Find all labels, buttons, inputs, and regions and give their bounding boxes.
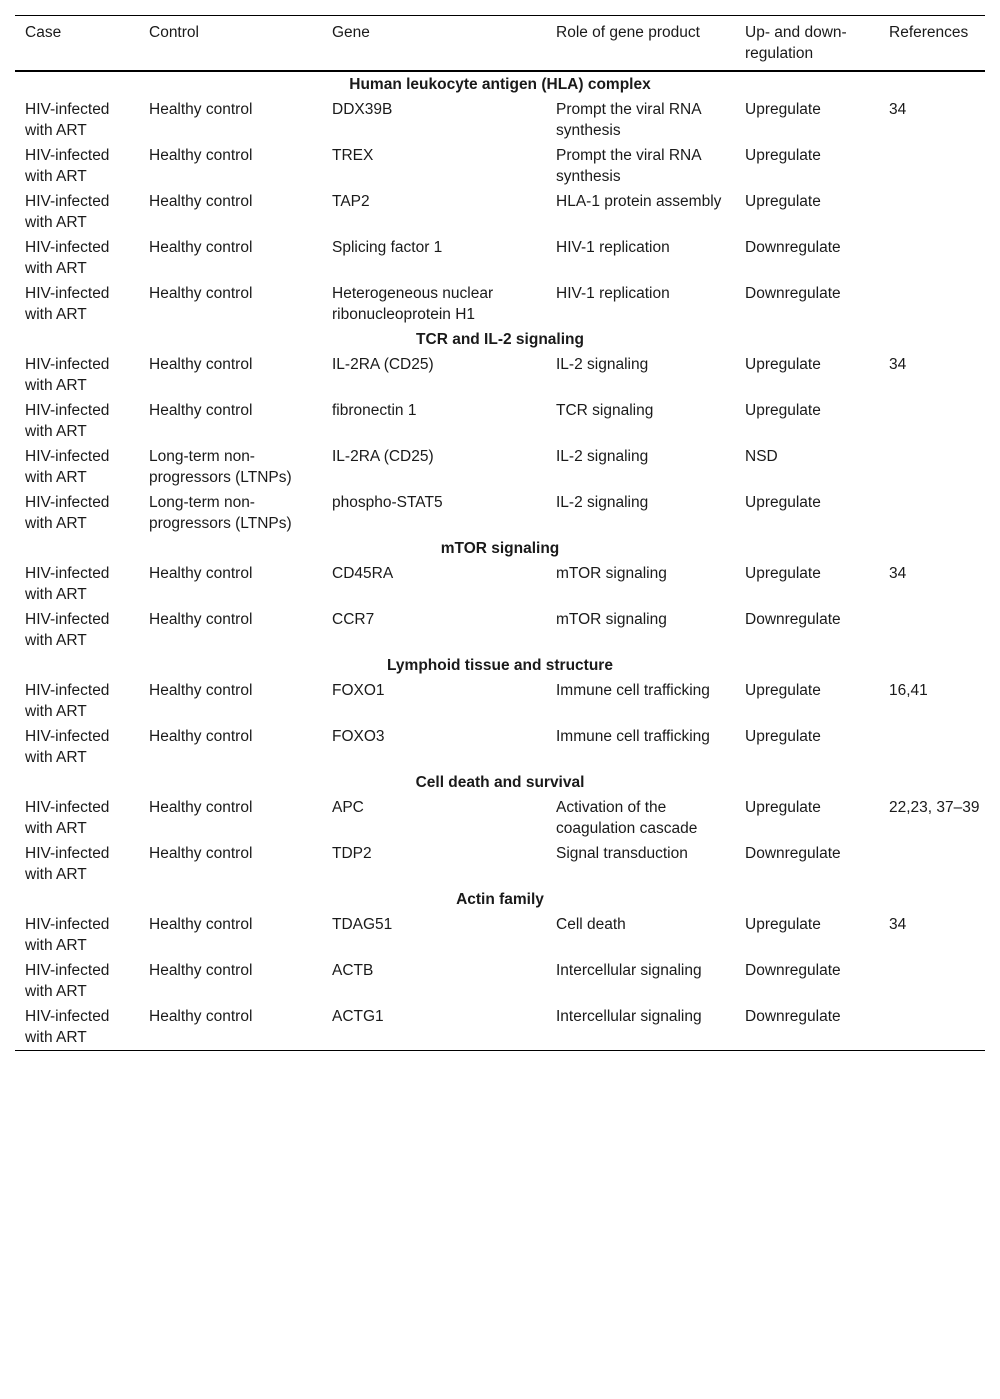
table-row <box>15 235 985 281</box>
cell-regulation: Upregulate <box>745 565 821 582</box>
cell-regulation: Upregulate <box>745 728 821 745</box>
cell-regulation: Downregulate <box>745 962 841 979</box>
cell-case: HIV-infected with ART <box>25 962 110 1000</box>
section-row <box>15 71 985 97</box>
cell-references: 34 <box>889 356 907 373</box>
table-row <box>15 841 985 887</box>
cell-control: Healthy control <box>149 356 253 373</box>
cell-regulation: Downregulate <box>745 285 841 302</box>
cell-regulation: Downregulate <box>745 611 841 628</box>
cell-case: HIV-infected with ART <box>25 916 110 954</box>
cell-regulation: Downregulate <box>745 845 841 862</box>
cell-references <box>879 398 985 444</box>
table-row <box>15 724 985 770</box>
cell-regulation: Upregulate <box>745 147 821 164</box>
cell-case: HIV-infected with ART <box>25 193 110 231</box>
cell-control: Healthy control <box>149 845 253 862</box>
table-row <box>15 607 985 653</box>
cell-references <box>879 444 985 490</box>
cell-regulation: NSD <box>745 448 778 465</box>
cell-gene: FOXO3 <box>332 728 385 745</box>
section-row <box>15 653 985 678</box>
cell-references: 22,23, 37–39 <box>889 799 980 816</box>
cell-regulation: Upregulate <box>745 402 821 419</box>
cell-case: HIV-infected with ART <box>25 239 110 277</box>
cell-role: mTOR signaling <box>556 611 667 628</box>
cell-control: Healthy control <box>149 916 253 933</box>
cell-regulation: Upregulate <box>745 682 821 699</box>
cell-role: Immune cell trafficking <box>556 728 710 745</box>
cell-role: Activation of the coagulation cascade <box>556 799 698 837</box>
cell-gene: CCR7 <box>332 611 375 628</box>
header-case: Case <box>15 16 139 72</box>
cell-regulation: Upregulate <box>745 916 821 933</box>
cell-gene: fibronectin 1 <box>332 402 417 419</box>
cell-gene: ACTG1 <box>322 1004 546 1051</box>
cell-references <box>879 1004 985 1051</box>
cell-case: HIV-infected with ART <box>25 611 110 649</box>
table-row <box>15 795 985 841</box>
cell-role: Immune cell trafficking <box>556 682 710 699</box>
section-title: Actin family <box>456 891 544 908</box>
cell-role: Intercellular signaling <box>556 962 702 979</box>
section-title: Cell death and survival <box>415 774 585 791</box>
cell-gene: FOXO1 <box>332 682 385 699</box>
cell-control: Long-term non-progressors (LTNPs) <box>149 494 292 532</box>
table-row <box>15 143 985 189</box>
section-row <box>15 327 985 352</box>
cell-gene: IL-2RA (CD25) <box>332 448 434 465</box>
cell-control: Healthy control <box>149 101 253 118</box>
cell-role: IL-2 signaling <box>556 494 649 511</box>
cell-control: Healthy control <box>149 728 253 745</box>
cell-role: Cell death <box>556 916 626 933</box>
gene-table-container <box>15 15 985 1051</box>
cell-case: HIV-infected with ART <box>25 845 110 883</box>
cell-references: 34 <box>889 916 907 933</box>
cell-control: Healthy control <box>149 193 253 210</box>
section-title: TCR and IL-2 signaling <box>416 331 584 348</box>
cell-gene: TDP2 <box>332 845 372 862</box>
cell-control: Healthy control <box>149 565 253 582</box>
cell-gene: TAP2 <box>332 193 370 210</box>
cell-control: Healthy control <box>149 285 253 302</box>
cell-role: IL-2 signaling <box>556 356 649 373</box>
table-row <box>15 281 985 327</box>
cell-role: Intercellular signaling <box>546 1004 735 1051</box>
table-row <box>15 352 985 398</box>
cell-role: HIV-1 replication <box>556 239 670 256</box>
header-row <box>15 16 985 72</box>
cell-regulation: Upregulate <box>745 799 821 816</box>
cell-control: Healthy control <box>149 239 253 256</box>
cell-regulation: Upregulate <box>745 101 821 118</box>
cell-control: Healthy control <box>149 402 253 419</box>
cell-role: TCR signaling <box>556 402 654 419</box>
cell-case: HIV-infected with ART <box>25 728 110 766</box>
cell-control: Healthy control <box>149 682 253 699</box>
cell-control: Healthy control <box>149 147 253 164</box>
section-title: mTOR signaling <box>440 540 560 557</box>
cell-references <box>879 607 985 653</box>
cell-regulation: Downregulate <box>745 239 841 256</box>
cell-gene: IL-2RA (CD25) <box>332 356 434 373</box>
cell-control: Healthy control <box>139 1004 322 1051</box>
table-row <box>15 678 985 724</box>
cell-regulation: Upregulate <box>745 356 821 373</box>
cell-gene: CD45RA <box>332 565 394 582</box>
cell-references <box>879 724 985 770</box>
cell-control: Healthy control <box>149 799 253 816</box>
cell-case: HIV-infected with ART <box>25 799 110 837</box>
table-row <box>15 398 985 444</box>
section-title: Lymphoid tissue and structure <box>387 657 613 674</box>
cell-gene: phospho-STAT5 <box>332 494 443 511</box>
table-row <box>15 958 985 1004</box>
table-row <box>15 912 985 958</box>
section-row <box>15 536 985 561</box>
table-header <box>15 16 985 72</box>
cell-case: HIV-infected with ART <box>25 565 110 603</box>
cell-references <box>879 958 985 1004</box>
cell-regulation: Downregulate <box>735 1004 879 1051</box>
cell-case: HIV-infected with ART <box>25 682 110 720</box>
cell-control: Long-term non-progressors (LTNPs) <box>149 448 292 486</box>
cell-references <box>879 189 985 235</box>
cell-regulation: Upregulate <box>745 193 821 210</box>
cell-role: Prompt the viral RNA synthesis <box>556 101 701 139</box>
cell-case: HIV-infected with ART <box>25 402 110 440</box>
cell-role: HIV-1 replication <box>556 285 670 302</box>
cell-references <box>879 841 985 887</box>
table-row <box>15 490 985 536</box>
table-row <box>15 444 985 490</box>
cell-case: HIV-infected with ART <box>25 448 110 486</box>
header-regulation: Up- and down-regulation <box>735 16 879 72</box>
cell-case: HIV-infected with ART <box>15 1004 139 1051</box>
section-title: Human leukocyte antigen (HLA) complex <box>349 76 651 93</box>
cell-gene: DDX39B <box>332 101 393 118</box>
cell-case: HIV-infected with ART <box>25 285 110 323</box>
cell-case: HIV-infected with ART <box>25 147 110 185</box>
header-control: Control <box>139 16 322 72</box>
cell-case: HIV-infected with ART <box>25 356 110 394</box>
cell-control: Healthy control <box>149 611 253 628</box>
cell-role: Signal transduction <box>556 845 688 862</box>
cell-gene: TDAG51 <box>332 916 393 933</box>
table-row <box>15 1004 985 1051</box>
cell-case: HIV-infected with ART <box>25 101 110 139</box>
cell-role: mTOR signaling <box>556 565 667 582</box>
table-row <box>15 189 985 235</box>
cell-gene: Heterogeneous nuclear ribonucleoprotein H1 <box>332 285 494 323</box>
section-row <box>15 887 985 912</box>
cell-gene: TREX <box>332 147 374 164</box>
cell-references <box>879 490 985 536</box>
table-row <box>15 561 985 607</box>
cell-role: HLA-1 protein assembly <box>556 193 722 210</box>
cell-references: 34 <box>889 101 907 118</box>
header-references: References <box>879 16 985 72</box>
table-body <box>15 71 985 1051</box>
cell-case: HIV-infected with ART <box>25 494 110 532</box>
cell-references <box>879 235 985 281</box>
cell-references: 34 <box>889 565 907 582</box>
cell-role: Prompt the viral RNA synthesis <box>556 147 701 185</box>
cell-regulation: Upregulate <box>745 494 821 511</box>
gene-expression-table <box>15 15 985 1051</box>
cell-gene: Splicing factor 1 <box>332 239 443 256</box>
section-row <box>15 770 985 795</box>
header-role: Role of gene product <box>546 16 735 72</box>
cell-role: IL-2 signaling <box>556 448 649 465</box>
cell-references <box>879 143 985 189</box>
cell-gene: ACTB <box>332 962 374 979</box>
table-row <box>15 97 985 143</box>
cell-references: 16,41 <box>889 682 928 699</box>
cell-gene: APC <box>332 799 364 816</box>
header-gene: Gene <box>322 16 546 72</box>
cell-control: Healthy control <box>149 962 253 979</box>
cell-references <box>879 281 985 327</box>
